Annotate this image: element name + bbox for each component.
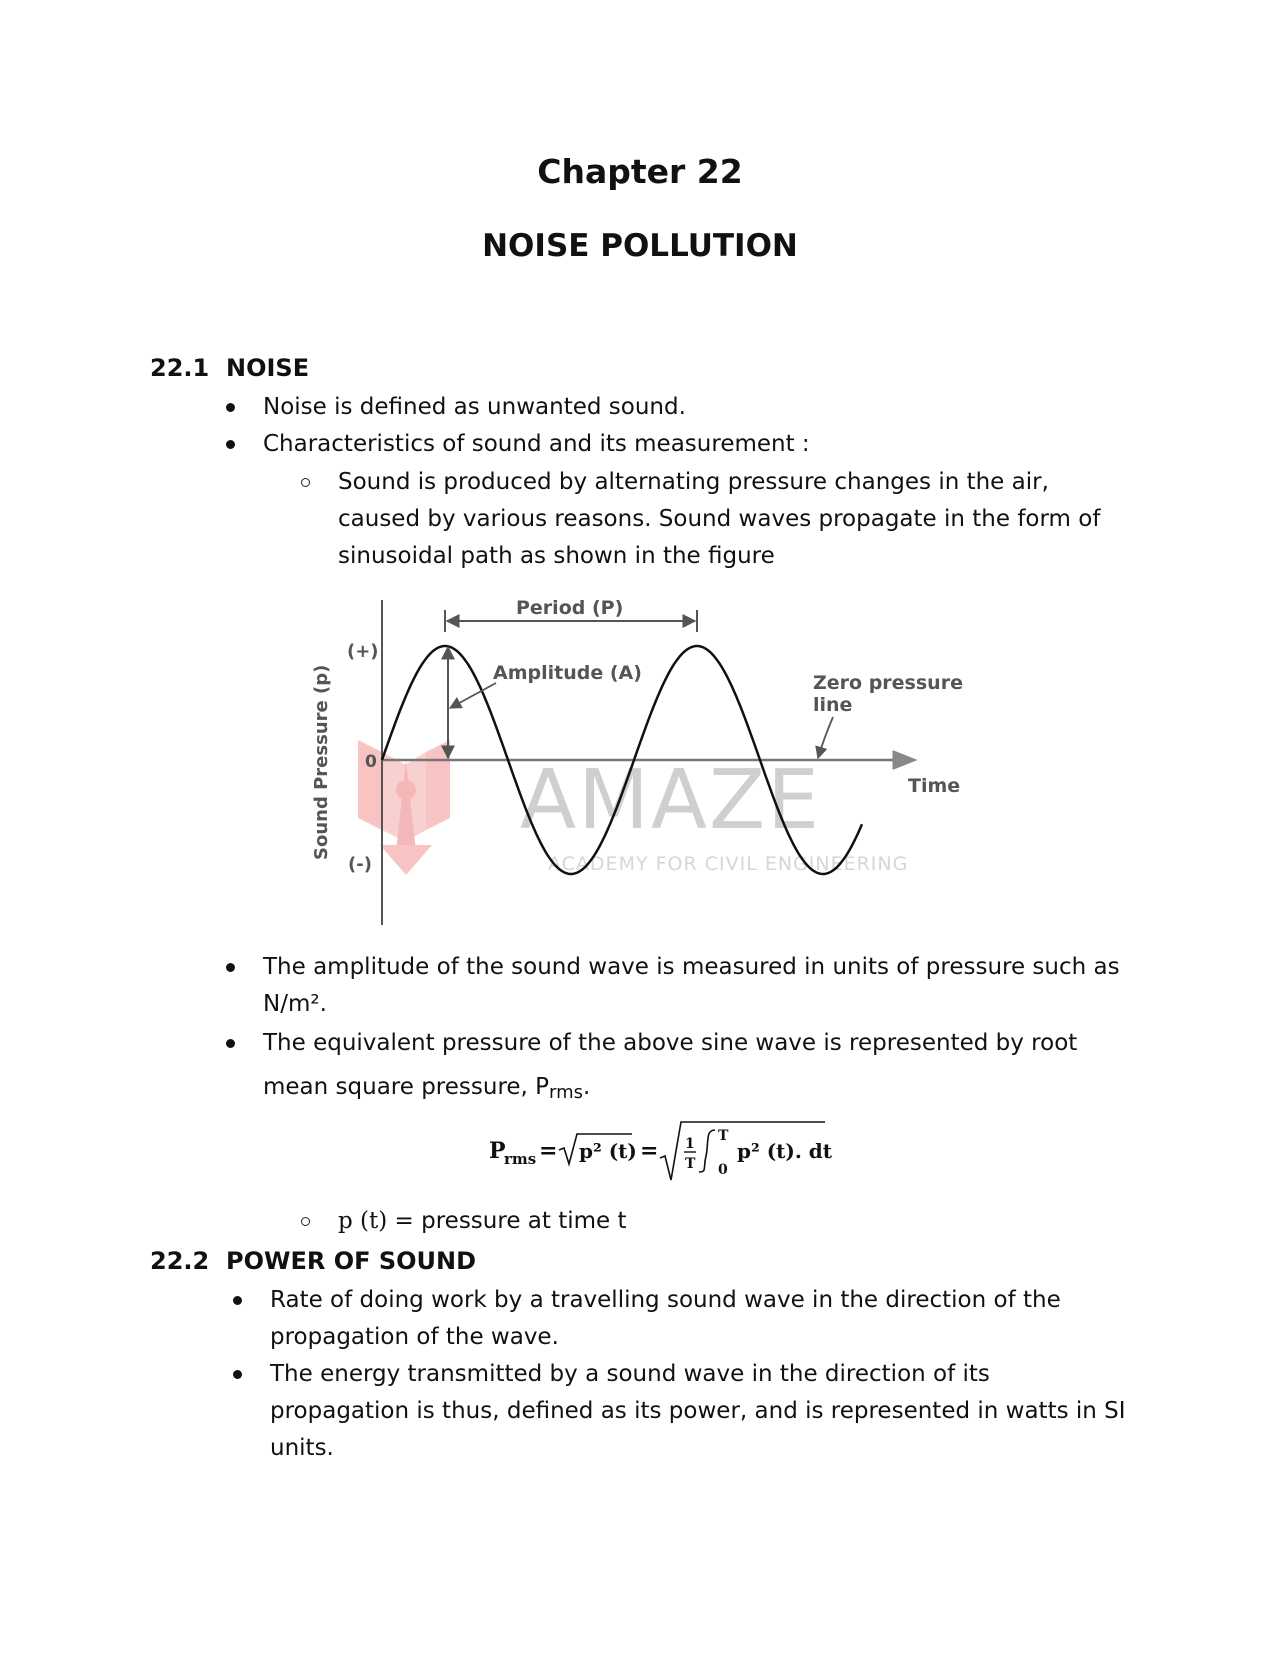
rms-subscript: rms	[549, 1082, 584, 1103]
power-definition-line-1: Rate of doing work by a travelling sound wave in the direction of the	[270, 1287, 1061, 1313]
chapter-heading: Chapter 22	[537, 152, 743, 191]
formula-rms-sub: rms	[504, 1150, 537, 1168]
rms-description-line-1: The equivalent pressure of the above sine wave is represented by root	[263, 1030, 1078, 1056]
amplitude-units-line-1: The amplitude of the sound wave is measured in units of pressure such as	[263, 954, 1120, 980]
power-definition-line-2: propagation of the wave.	[270, 1324, 559, 1350]
time-label: Time	[908, 775, 961, 797]
bullet-dot	[226, 963, 235, 972]
pressure-at-time-definition	[338, 1206, 627, 1236]
integral-lower-limit: 0	[718, 1162, 728, 1178]
chapter-title: NOISE POLLUTION	[482, 228, 798, 264]
section-heading-power	[150, 1247, 476, 1275]
amplitude-pointer	[450, 683, 496, 708]
sub-bullet-circle	[301, 1217, 310, 1226]
section-number: 22.2	[150, 1247, 210, 1275]
sub-bullet-circle	[301, 478, 310, 487]
zero-label: 0	[365, 752, 377, 772]
zero-pressure-pointer	[818, 717, 833, 758]
fraction-numerator: 1	[685, 1136, 695, 1152]
watermark-brand: AMAZE	[520, 753, 821, 848]
sound-production-line-1: Sound is produced by alternating pressure changes in the air,	[338, 469, 1049, 495]
section-number: 22.1	[150, 354, 210, 382]
sound-wave-figure	[300, 590, 980, 930]
rms-text: mean square pressure, P	[263, 1074, 550, 1100]
section-title: NOISE	[226, 354, 310, 382]
section-heading-noise	[150, 354, 309, 382]
amplitude-units-line-2: N/m².	[263, 991, 327, 1017]
bullet-dot	[226, 440, 235, 449]
formula-p: P	[489, 1138, 506, 1164]
bullet-dot	[226, 1039, 235, 1048]
rms-description-line-2	[263, 1072, 590, 1108]
integral-upper-limit: T	[718, 1128, 729, 1144]
y-axis-label: Sound Pressure (p)	[311, 664, 332, 860]
rms-formula	[487, 1118, 837, 1184]
noise-definition: Noise is defined as unwanted sound.	[263, 394, 686, 420]
zero-pressure-label-line: line	[813, 694, 853, 716]
period-label: Period (P)	[516, 597, 624, 619]
negative-label: (-)	[348, 854, 372, 875]
bullet-dot	[233, 1370, 242, 1379]
bullet-dot	[233, 1296, 242, 1305]
formula-equals-2: =	[640, 1138, 659, 1164]
bullet-dot	[226, 403, 235, 412]
power-energy-line-3: units.	[270, 1435, 334, 1461]
sound-production-line-3: sinusoidal path as shown in the figure	[338, 543, 775, 569]
fraction-denominator: T	[685, 1156, 696, 1172]
amplitude-label: Amplitude (A)	[493, 662, 642, 684]
watermark-tagline: ACADEMY FOR CIVIL ENGINEERING	[548, 853, 909, 875]
sound-production-line-2: caused by various reasons. Sound waves propagate in the form of	[338, 506, 1101, 532]
formula-equals-1: =	[539, 1138, 558, 1164]
integral-sign	[699, 1130, 715, 1172]
sound-characteristics: Characteristics of sound and its measurement :	[263, 431, 810, 457]
section-title: POWER OF SOUND	[226, 1247, 477, 1275]
pt-symbol: p (t)	[338, 1208, 388, 1234]
formula-integrand: p² (t). dt	[737, 1139, 833, 1163]
zero-pressure-label: Zero pressure	[813, 672, 963, 694]
rms-period: .	[583, 1074, 591, 1100]
formula-p-squared: p² (t)	[579, 1139, 637, 1163]
power-energy-line-1: The energy transmitted by a sound wave in the direction of its	[270, 1361, 990, 1387]
power-energy-line-2: propagation is thus, defined as its power, and is represented in watts in SI	[270, 1398, 1126, 1424]
positive-label: (+)	[347, 641, 379, 662]
pt-definition: = pressure at time t	[387, 1208, 627, 1234]
